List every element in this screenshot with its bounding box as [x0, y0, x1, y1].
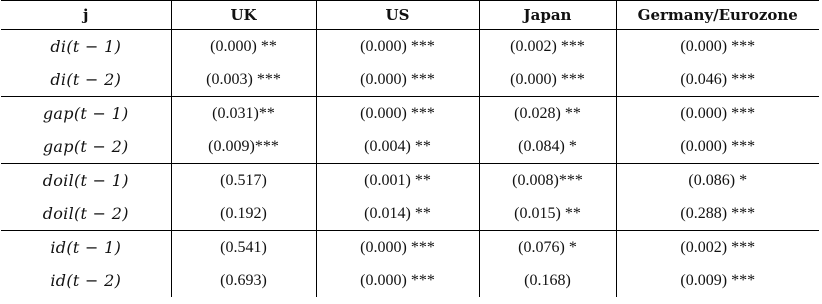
header-row	[1, 1, 819, 30]
header-japan: Japan	[479, 1, 616, 30]
cell-uk: (0.009)***	[171, 130, 316, 164]
table-row	[1, 97, 819, 131]
results-table	[1, 0, 819, 297]
header-us: US	[316, 1, 479, 30]
cell-germany: (0.288) ***	[616, 197, 819, 231]
cell-japan: (0.000) ***	[479, 63, 616, 97]
cell-us: (0.014) **	[316, 197, 479, 231]
table-row	[1, 130, 819, 164]
cell-us: (0.004) **	[316, 130, 479, 164]
cell-japan: (0.028) **	[479, 97, 616, 131]
cell-us: (0.000) ***	[316, 30, 479, 64]
cell-us: (0.000) ***	[316, 231, 479, 265]
cell-germany: (0.000) ***	[616, 30, 819, 64]
cell-japan: (0.076) *	[479, 231, 616, 265]
cell-japan: (0.168)	[479, 264, 616, 297]
row-label: di(t − 1)	[50, 37, 122, 56]
header-uk: UK	[171, 1, 316, 30]
row-label: doil(t − 2)	[1, 197, 171, 231]
cell-germany: (0.002) ***	[616, 231, 819, 265]
cell-germany: (0.000) ***	[616, 97, 819, 131]
row-label: gap(t − 2)	[1, 130, 171, 164]
cell-uk: (0.693)	[171, 264, 316, 297]
header-j: j	[1, 1, 171, 30]
table-row	[1, 63, 819, 97]
cell-uk: (0.003) ***	[171, 63, 316, 97]
cell-uk: (0.517)	[171, 164, 316, 198]
row-label: id(t − 2)	[50, 271, 122, 290]
row-label: id(t − 1)	[50, 238, 122, 257]
cell-japan: (0.008)***	[479, 164, 616, 198]
cell-us: (0.000) ***	[316, 97, 479, 131]
cell-japan: (0.084) *	[479, 130, 616, 164]
cell-us: (0.000) ***	[316, 63, 479, 97]
cell-us: (0.001) **	[316, 164, 479, 198]
cell-germany: (0.000) ***	[616, 130, 819, 164]
table-row	[1, 30, 819, 64]
table-row	[1, 164, 819, 198]
cell-germany: (0.086) *	[616, 164, 819, 198]
cell-uk: (0.192)	[171, 197, 316, 231]
table-row	[1, 264, 819, 297]
cell-japan: (0.002) ***	[479, 30, 616, 64]
row-label: di(t − 2)	[1, 63, 171, 97]
table-row	[1, 231, 819, 265]
cell-uk: (0.541)	[171, 231, 316, 265]
cell-germany: (0.009) ***	[616, 264, 819, 297]
row-label: gap(t − 1)	[42, 104, 129, 123]
header-germany-eurozone: Germany/Eurozone	[616, 1, 819, 30]
cell-germany: (0.046) ***	[616, 63, 819, 97]
cell-uk: (0.031)**	[171, 97, 316, 131]
cell-uk: (0.000) **	[171, 30, 316, 64]
row-label: doil(t − 1)	[42, 171, 129, 190]
table-row	[1, 197, 819, 231]
cell-japan: (0.015) **	[479, 197, 616, 231]
cell-us: (0.000) ***	[316, 264, 479, 297]
